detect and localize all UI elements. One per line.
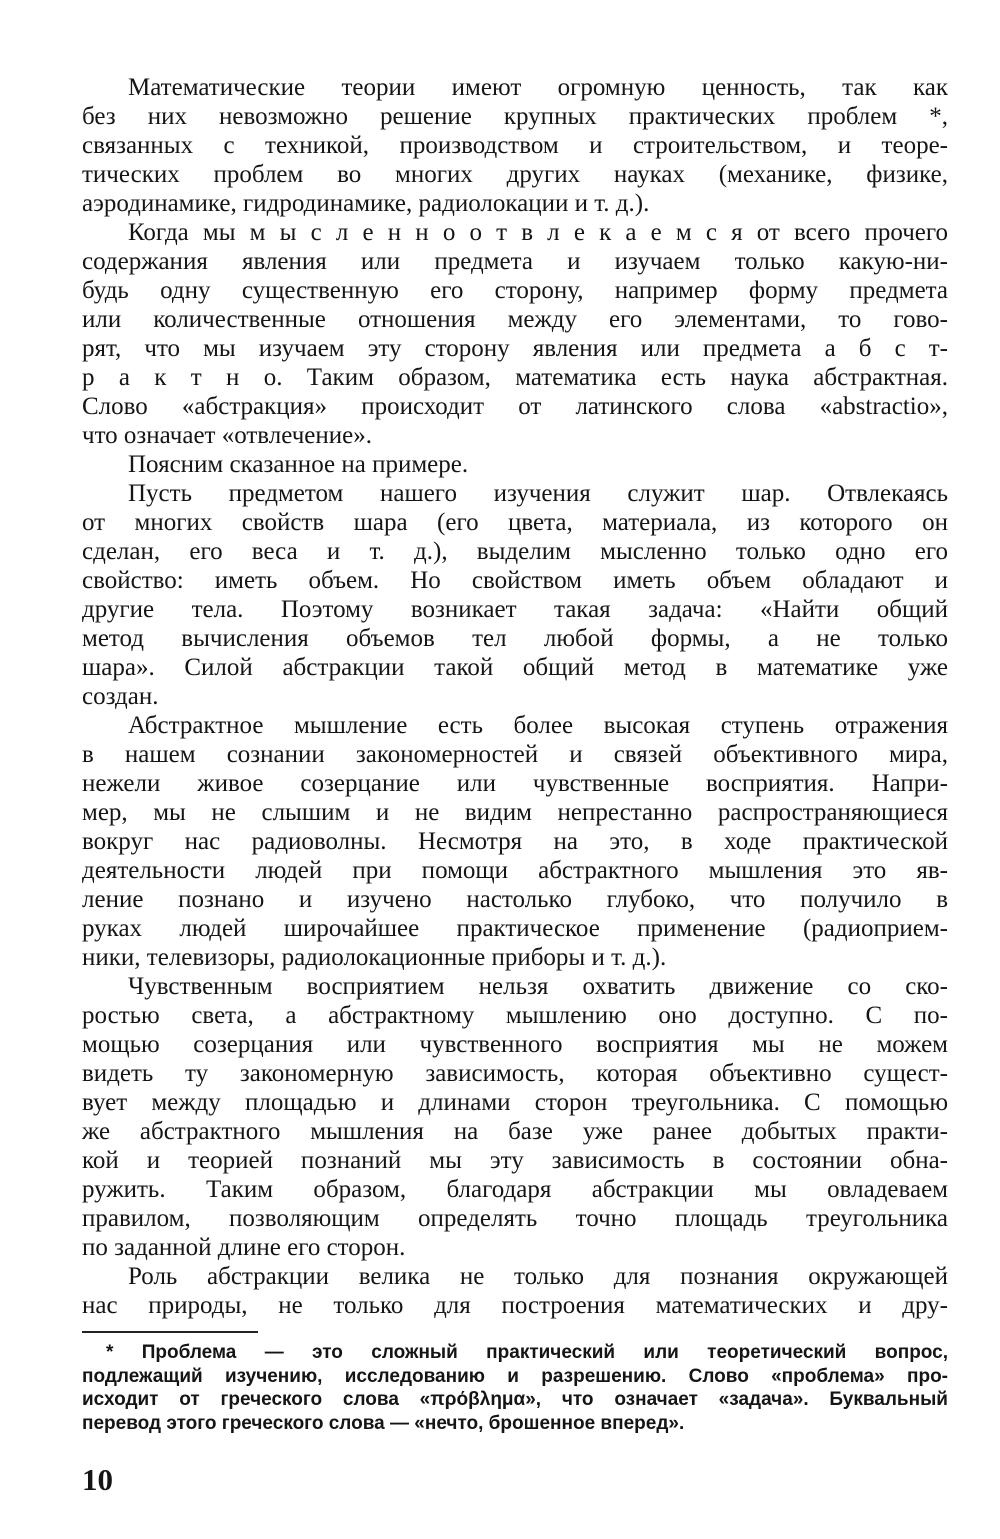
footnote (82, 1341, 948, 1435)
text-line: руках людей широчайшее практическое применение (радиоприем- (82, 915, 948, 942)
text-line: Абстрактное мышление есть более высокая ступень отражения (128, 712, 948, 739)
text-line: мер, мы не слышим и не видим непрестанно распространяющиеся (82, 799, 948, 826)
text-line: же абстрактного мышления на базе уже ранее добытых практи- (82, 1118, 948, 1145)
text-line: другие тела. Поэтому возникает такая задача: «Найти общий (82, 596, 948, 623)
text-line: Когда мы м ы с л е н н о о т в л е к а е м с я от всего прочего (128, 219, 948, 246)
text-line: сделан, его веса и т. д.), выделим мысленно только одно его (82, 538, 948, 565)
text-line: по заданной длине его сторон. (82, 1234, 406, 1261)
text-line: ростью света, а абстрактному мышлению оно доступно. С по- (82, 1002, 948, 1029)
text-line: создан. (82, 683, 159, 710)
text-line: правилом, позволяющим определять точно площадь треугольника (82, 1205, 948, 1232)
text-line: в нашем сознании закономерностей и связей объективного мира, (82, 741, 948, 768)
text-line: вокруг нас радиоволны. Несмотря на это, в ходе практической (82, 828, 948, 855)
text-line: шара». Силой абстракции такой общий метод в математике уже (82, 654, 948, 681)
text-line: кой и теорией познаний мы эту зависимость в состоянии обна- (82, 1147, 948, 1174)
paragraph (82, 218, 948, 450)
page-number: 10 (82, 1462, 113, 1497)
paragraph (82, 450, 948, 479)
text-line: нежели живое созерцание или чувственные восприятия. Напри- (82, 770, 948, 797)
text-line: или количественные отношения между его элементами, то гово- (82, 306, 948, 333)
text-line: вует между площадью и длинами сторон треугольника. С помощью (82, 1089, 948, 1116)
text-line: свойство: иметь объем. Но свойством иметь объем обладают и (82, 567, 948, 594)
text-line: Пусть предметом нашего изучения служит шар. Отвлекаясь (128, 480, 948, 507)
text-line: будь одну существенную его сторону, например форму предмета (82, 277, 948, 304)
paragraph (82, 73, 948, 218)
body-text (82, 73, 948, 1320)
paragraph (82, 1262, 948, 1320)
text-line: связанных с техникой, производством и строительством, и теоре- (82, 132, 948, 159)
text-line: видеть ту закономерную зависимость, которая объективно сущест- (82, 1060, 948, 1087)
text-line: что означает «отвлечение». (82, 422, 373, 449)
text-line: Слово «абстракция» происходит от латинского слова «abstractio», (82, 393, 948, 420)
text-line: р а к т н о. Таким образом, математика есть наука абстрактная. (82, 364, 948, 391)
text-line: ление познано и изучено настолько глубоко, что получило в (82, 886, 948, 913)
footnote-line: перевод этого греческого слова — «нечто, брошенное вперед». (82, 1412, 685, 1434)
paragraph (82, 711, 948, 972)
text-line: ружить. Таким образом, благодаря абстракции мы овладеваем (82, 1176, 948, 1203)
footnote-line: исходит от греческого слова «πρόβλημα», что означает «задача». Буквальный (82, 1389, 948, 1410)
footnote-line: * Проблема — это сложный практический или теоретический вопрос, (106, 1342, 948, 1363)
text-line: Поясним сказанное на примере. (128, 451, 469, 478)
text-line: от многих свойств шара (его цвета, материала, из которого он (82, 509, 948, 536)
footnote-divider (82, 1331, 258, 1333)
text-line: метод вычисления объемов тел любой формы, а не только (82, 625, 948, 652)
text-line: деятельности людей при помощи абстрактного мышления это яв- (82, 857, 948, 884)
text-line: рят, что мы изучаем эту сторону явления или предмета а б с т- (82, 335, 948, 362)
paragraph (82, 479, 948, 711)
text-line: тических проблем во многих других науках (механике, физике, (82, 161, 948, 188)
paragraph (82, 972, 948, 1262)
footnote-line: подлежащий изучению, исследованию и разрешению. Слово «проблема» про- (82, 1365, 948, 1387)
text-line: содержания явления или предмета и изучаем только какую-ни- (82, 248, 948, 275)
text-line: ники, телевизоры, радиолокационные приборы и т. д.). (82, 944, 667, 971)
text-line: Математические теории имеют огромную ценность, так как (128, 74, 948, 101)
text-line: Роль абстракции велика не только для познания окружающей (128, 1263, 948, 1290)
text-line: Чувственным восприятием нельзя охватить движение со ско- (128, 973, 948, 1000)
text-line: мощью созерцания или чувственного восприятия мы не можем (82, 1031, 948, 1058)
text-line: аэродинамике, гидродинамике, радиолокации и т. д.). (82, 190, 650, 217)
text-line: без них невозможно решение крупных практических проблем *, (82, 103, 948, 130)
text-line: нас природы, не только для построения математических и дру- (82, 1292, 948, 1319)
